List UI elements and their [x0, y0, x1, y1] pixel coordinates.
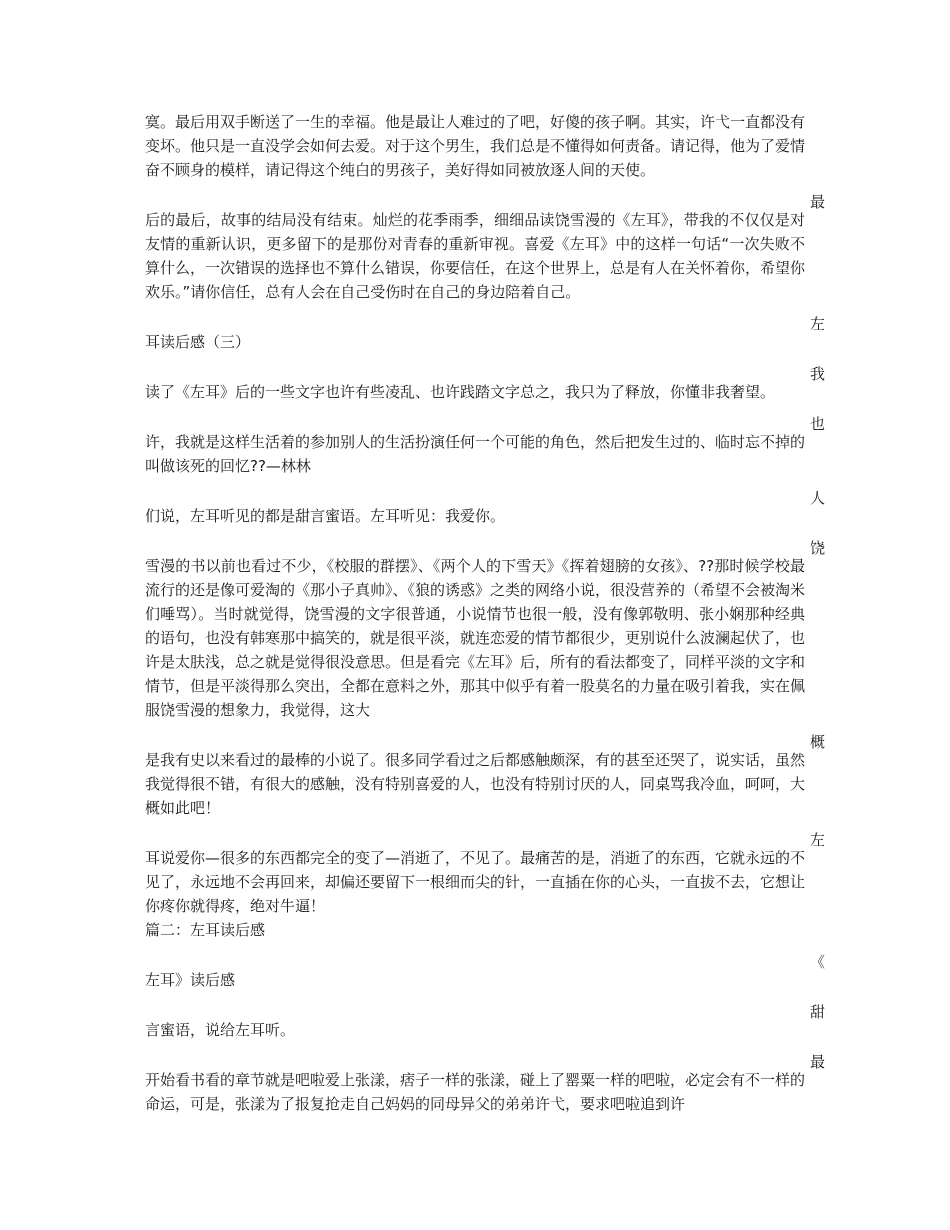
paragraph: 寞。最后用双手断送了一生的幸福。他是最让人难过的了吧，好傻的孩子啊。其实，许弋一直都没有变坏。他只是一直没学会如何去爱。对于这个男生，我们总是不懂得如何责备。请记得，他为了爱情奋不顾身的模样，请记得这个纯白的男孩子，美好得如同被放逐人间的天使。: [145, 113, 806, 179]
margin-character: 饶: [809, 539, 825, 557]
margin-character: 人: [809, 489, 825, 507]
margin-character: 我: [809, 365, 825, 383]
paragraph: 言蜜语，说给左耳听。: [145, 1021, 296, 1039]
paragraph: 开始看书看的章节就是吧啦爱上张漾，痞子一样的张漾，碰上了罂粟一样的吧啦，必定会有不一样的命运，可是，张漾为了报复抢走自己妈妈的同母异父的弟弟许弋，要求吧啦追到许: [145, 1071, 806, 1113]
paragraph: 们说，左耳听见的都是甜言蜜语。左耳听见：我爱你。: [145, 507, 506, 525]
margin-character: 左: [809, 831, 825, 849]
margin-character: 左: [809, 315, 825, 333]
paragraph: 耳说爱你—很多的东西都完全的变了—消逝了，不见了。最痛苦的是，消逝了的东西，它就永远的不见了，永远地不会再回来，却偏还要留下一根细而尖的针，一直插在你的心头，一直拔不去，它想让你疼你就得疼，绝对牛逼！: [145, 849, 806, 915]
paragraph: 左耳》读后感: [145, 971, 236, 989]
paragraph: 读了《左耳》后的一些文字也许有些凌乱、也许践踏文字总之，我只为了释放，你懂非我奢望。: [145, 383, 776, 401]
margin-character: 《: [809, 953, 825, 971]
document-body: [145, 110, 825, 1134]
margin-character: 也: [809, 415, 825, 433]
paragraph: 篇二：左耳读后感: [145, 921, 266, 939]
paragraph: 雪漫的书以前也看过不少，《校服的群摆》、《两个人的下雪天》《挥着翅膀的女孩》、??那时候学校最流行的还是像可爱淘的《那小子真帅》、《狼的诱惑》之类的网络小说，很没营养的（希望不会被淘米们唾骂）。当时就觉得，饶雪漫的文字很普通，小说情节也很一般，没有像郭敬明、张小娴那种经典的语句，也没有韩寒那中搞笑的，就是很平淡，就连恋爱的情节都很少，更别说什么波澜起伏了，也许是太肤浅，总之就是觉得很没意思。但是看完《左耳》后，所有的看法都变了，同样平淡的文字和情节，但是平淡得那么突出，全都在意料之外，那其中似乎有着一股莫名的力量在吸引着我，实在佩服饶雪漫的想象力，我觉得，这大: [145, 557, 806, 719]
paragraph: 后的最后，故事的结局没有结束。灿烂的花季雨季，细细品读饶雪漫的《左耳》，带我的不仅仅是对友情的重新认识，更多留下的是那份对青春的重新审视。喜爱《左耳》中的这样一句话“一次失败不算什么，一次错误的选择也不算什么错误，你要信任，在这个世界上，总是有人在关怀着你，希望你欢乐。”请你信任，总有人会在自己受伤时在自己的身边陪着自己。: [145, 211, 806, 301]
margin-character: 甜: [809, 1003, 825, 1021]
paragraph: 许，我就是这样生活着的参加别人的生活扮演任何一个可能的角色，然后把发生过的、临时忘不掉的叫做该死的回忆??—林林: [145, 433, 806, 475]
margin-character: 最: [809, 193, 825, 211]
margin-character: 最: [809, 1053, 825, 1071]
margin-character: 概: [809, 733, 825, 751]
paragraph: 是我有史以来看过的最棒的小说了。很多同学看过之后都感触颇深，有的甚至还哭了，说实话，虽然我觉得很不错，有很大的感触，没有特别喜爱的人，也没有特别讨厌的人，同桌骂我冷血，呵呵，大概如此吧！: [145, 751, 806, 817]
paragraph: 耳读后感（三）: [145, 333, 251, 351]
